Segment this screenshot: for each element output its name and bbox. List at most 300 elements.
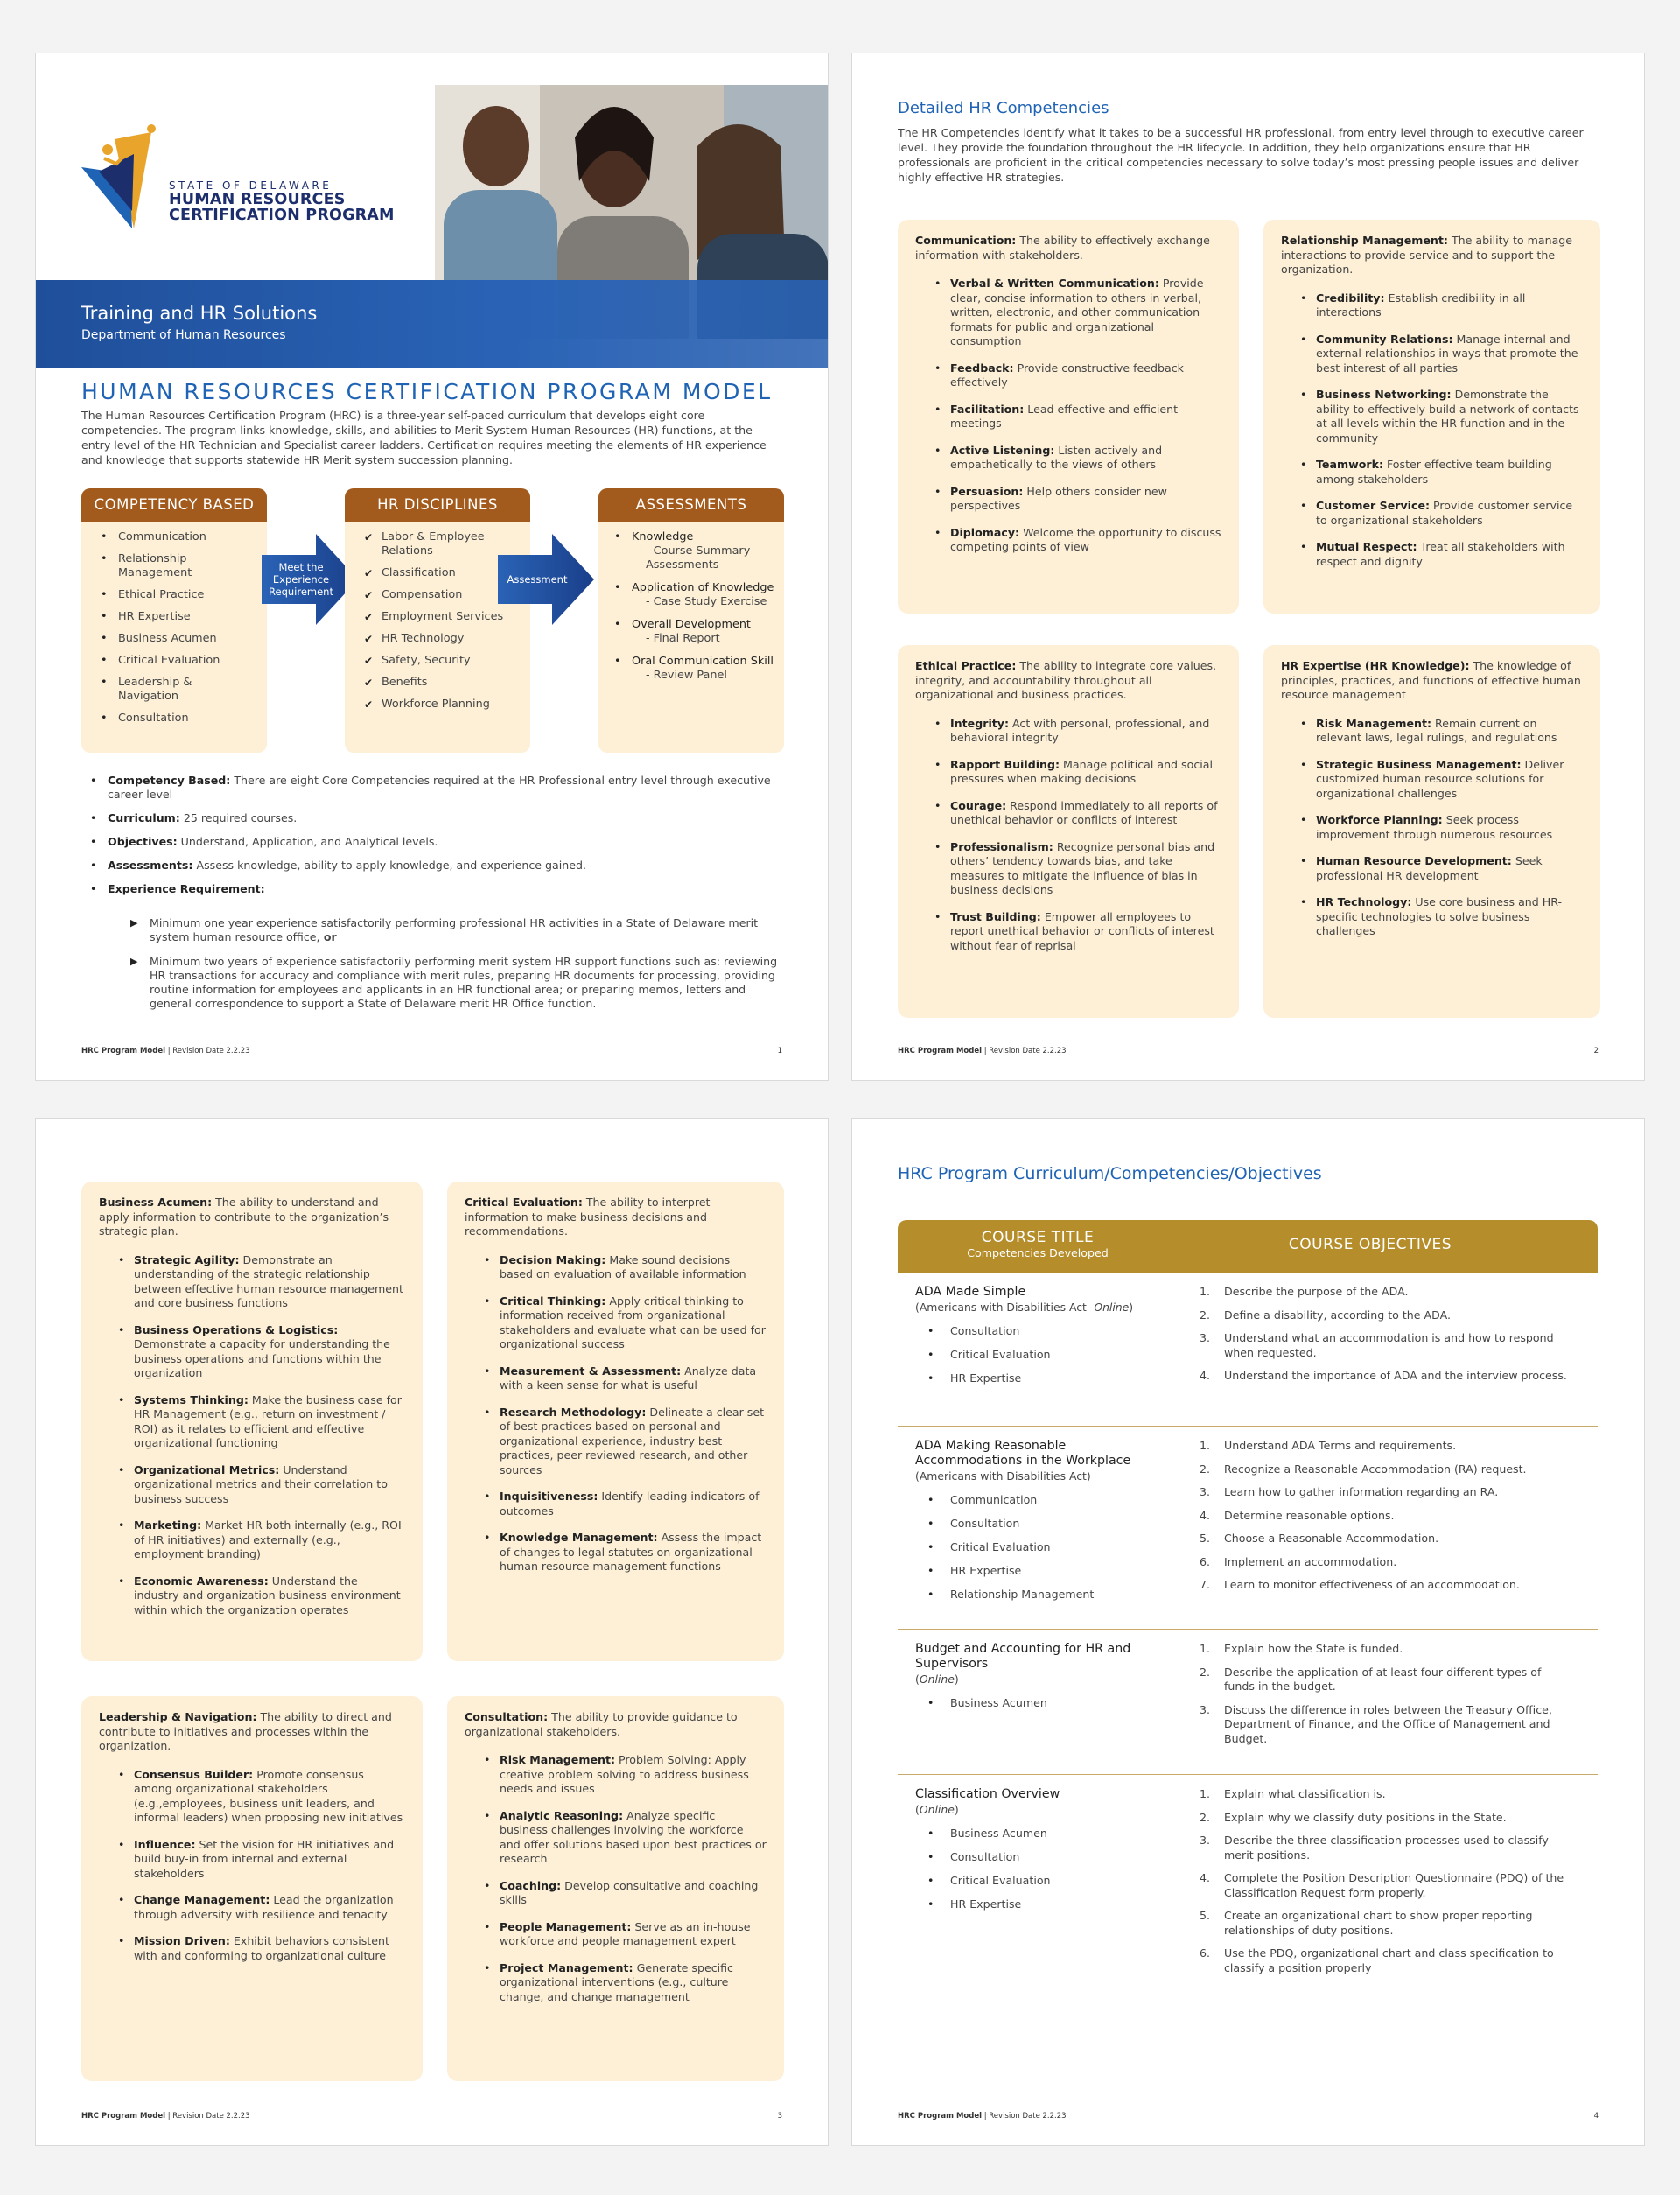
item-text: Analyze data with a keen sense for what is useful [500, 1364, 757, 1392]
competency-card [898, 220, 1239, 614]
list-item [1200, 1439, 1567, 1454]
item-text: Understand organizational metrics and their correlation to business success [134, 1462, 388, 1505]
item-label: Risk Management: [1316, 716, 1432, 730]
list-item [90, 774, 781, 802]
objective-number: 2. [1200, 1462, 1211, 1476]
competency-card [1264, 220, 1600, 614]
objective-number: 2. [1200, 1665, 1211, 1679]
item-label: Mutual Respect: [1316, 540, 1418, 553]
footer-date: | Revision Date 2.2.23 [165, 2112, 250, 2121]
competency-description: The ability to understand and apply information to contribute to the organization’s strategic plan. [99, 1196, 389, 1238]
item-label: Marketing: [134, 1518, 202, 1532]
competency-description: The ability to integrate core values, integrity, and accountability throughout all organizational and business practices. [915, 659, 1217, 701]
item-text: Empower all employees to report unethical behavior or conflicts of interest without fear of reprisal [950, 909, 1214, 952]
page-number: 1 [777, 1047, 782, 1055]
list-item [934, 840, 1222, 898]
list-item: • Business Acumen [101, 632, 255, 646]
item-text: Provide constructive feedback effectively [950, 361, 1184, 389]
course-delivery: Online [1094, 1301, 1130, 1314]
list-item [1200, 1308, 1567, 1323]
list-item [90, 811, 781, 825]
card-heading [915, 234, 1222, 263]
item-label: Systems Thinking: [134, 1392, 248, 1406]
list-item: ✔ Labor & Employee Relations [364, 530, 518, 558]
list-item [118, 1838, 405, 1882]
objective-number: 2. [1200, 1810, 1211, 1824]
footer-date: | Revision Date 2.2.23 [165, 1047, 250, 1055]
arrow-experience [262, 534, 358, 625]
objective-text: Discuss the difference in roles between the Treasury Office, Department of Finance, and the Office of Management and Budget. [1224, 1702, 1552, 1745]
item-text: Exhibit behaviors consistent with and conforming to organizational culture [134, 1934, 389, 1962]
list-item [1200, 1703, 1567, 1747]
list-item [130, 955, 787, 1011]
bullet-text: There are eight Core Competencies required at the HR Professional entry level through executive career level [108, 774, 771, 801]
item-text: Promote consensus among organizational stakeholders (e.g.,employees, business unit leaders, and informal leaders) when proposing new initiatives [134, 1767, 403, 1824]
objective-number: 4. [1200, 1871, 1211, 1884]
course-subtitle [915, 1802, 1152, 1817]
list-item [1200, 1811, 1567, 1826]
competency-list [81, 522, 267, 726]
course-sub-text: (Americans with Disabilities Act) [915, 1469, 1091, 1483]
assessment-label: Application of Knowledge [632, 581, 774, 594]
list-item [1200, 1642, 1567, 1657]
item-label: Risk Management: [500, 1753, 616, 1766]
experience-options [130, 916, 787, 1021]
competencies-developed [915, 1826, 1152, 1911]
page-number: 2 [1593, 1047, 1599, 1055]
course-info [915, 1787, 1152, 1920]
item-text: Seek professional HR development [1316, 854, 1543, 882]
competency-card [447, 1182, 784, 1661]
competencies-developed [915, 1323, 1152, 1385]
competency-card [447, 1696, 784, 2081]
course-subtitle [915, 1300, 1152, 1315]
list-item: ✔ Employment Services [364, 610, 518, 624]
item-text: Listen actively and empathetically to the views of others [950, 443, 1163, 471]
item-text: Respond immediately to all reports of unethical behavior or conflicts of interest [950, 798, 1218, 826]
objective-number: 3. [1200, 1331, 1211, 1344]
intro-paragraph: The Human Resources Certification Program (HRC) is a three-year self-paced curriculum that develops eight core competencies. The program links knowledge, skills, and abilities to Merit System Human Resources (HR) functions, at the entry level of the HR Technician and Specialist career ladders. Certification requires meeting the elements of HR experience and knowledge that supports statewide HR Merit system succession planning. [81, 409, 766, 466]
objective-number: 5. [1200, 1909, 1211, 1922]
item-text: Act with personal, professional, and behavioral integrity [950, 716, 1210, 744]
competency-items [465, 1253, 766, 1574]
page-number: 3 [777, 2112, 782, 2121]
item-label: Active Listening: [950, 443, 1055, 457]
competencies-developed [915, 1695, 1152, 1710]
course-row [898, 1427, 1598, 1630]
course-sub-tail: ) [1129, 1301, 1134, 1314]
assessment-label: Overall Development [632, 618, 751, 631]
list-item [1300, 717, 1583, 746]
item-label: Professionalism: [950, 839, 1054, 853]
item-label: Trust Building: [950, 909, 1041, 923]
item-label: Consensus Builder: [134, 1767, 254, 1781]
course-sub-tail: ) [954, 1673, 959, 1686]
competency-card [898, 645, 1239, 1018]
item-text: Demonstrate a capacity for understanding the business operations and functions within the organization [134, 1337, 390, 1379]
list-item [1300, 291, 1583, 320]
option-text: Minimum one year experience satisfactorily performing professional HR activities in a State of Delaware merit system human resource office, [150, 916, 759, 943]
list-item [90, 835, 781, 849]
item-text: Deliver customized human resource solutions for organizational challenges [1316, 757, 1564, 800]
table-header [898, 1220, 1598, 1273]
list-item [1200, 1666, 1567, 1694]
list-item [934, 403, 1222, 431]
competency-card [81, 1696, 423, 2081]
assessment-label: Knowledge [632, 530, 694, 543]
list-item: • Communication [101, 530, 255, 544]
arrow-assessment [498, 534, 594, 625]
list-item: • Ethical Practice [101, 588, 255, 602]
list-item [1300, 388, 1583, 445]
item-label: Strategic Business Management: [1316, 757, 1522, 771]
objective-number: 6. [1200, 1946, 1211, 1960]
competency-items [915, 277, 1222, 555]
bullet-label: Objectives: [108, 835, 178, 848]
list-item [118, 1323, 405, 1381]
item-label: Economic Awareness: [134, 1574, 269, 1588]
list-item [1200, 1462, 1567, 1477]
bullet-label: Curriculum: [108, 811, 180, 824]
list-item [484, 1406, 766, 1478]
page-title: HUMAN RESOURCES CERTIFICATION PROGRAM MODEL [81, 379, 773, 404]
list-item: • Relationship Management [928, 1587, 1152, 1602]
item-label: Credibility: [1316, 291, 1385, 305]
objective-number: 4. [1200, 1508, 1211, 1522]
competency-description: The ability to provide guidance to organizational stakeholders. [465, 1710, 738, 1738]
item-label: Knowledge Management: [500, 1531, 658, 1544]
page-3 [35, 1118, 829, 2146]
list-item [1200, 1787, 1567, 1802]
course-row [898, 1775, 1598, 1994]
list-item [1200, 1285, 1567, 1300]
bullet-label: Assessments: [108, 859, 193, 872]
list-item [1300, 854, 1583, 883]
item-text: Delineate a clear set of best practices based on personal and organizational experience, industry best practices, peer reviewed research, and other sources [500, 1405, 765, 1476]
list-item: ✔ Benefits [364, 676, 518, 690]
competency-description: The ability to manage interactions to provide service and to support the organization. [1281, 234, 1573, 276]
list-item [1200, 1871, 1567, 1900]
list-item [118, 1934, 405, 1963]
list-item: ✔ Workforce Planning [364, 698, 518, 712]
bullet-label: Experience Requirement: [108, 882, 265, 895]
footer-date: | Revision Date 2.2.23 [982, 1047, 1067, 1055]
item-text: Identify leading indicators of outcomes [500, 1490, 760, 1518]
objective-text: Define a disability, according to the ADA. [1224, 1308, 1451, 1322]
item-label: Measurement & Assessment: [500, 1364, 682, 1378]
band-subtitle: Department of Human Resources [81, 328, 286, 342]
assessment-sub: - Review Panel [646, 669, 727, 682]
objective-text: Explain what classification is. [1224, 1787, 1386, 1800]
list-item: • Communication [928, 1492, 1152, 1507]
list-item [1300, 895, 1583, 939]
list-item: ✔ Compensation [364, 588, 518, 602]
list-item: • Critical Evaluation [928, 1873, 1152, 1888]
list-item [90, 882, 781, 896]
item-text: Treat all stakeholders with respect and dignity [1316, 540, 1565, 568]
item-label: Analytic Reasoning: [500, 1808, 624, 1822]
course-info [915, 1642, 1152, 1719]
list-item: • Business Acumen [928, 1695, 1152, 1710]
intro-paragraph: The HR Competencies identify what it takes to be a successful HR professional, from entry level through to executive career level. They provide the foundation throughout the HR lifecycle. In addition, they help organizations ensure that HR professionals are proficient in the critical competencies necessary to solve today’s most pressing people issues and deliver highly effective HR strategies. [898, 126, 1584, 184]
list-item [614, 618, 775, 646]
item-label: Business Networking: [1316, 388, 1452, 401]
objective-text: Complete the Position Description Questionnaire (PDQ) of the Classification Request form properly. [1224, 1871, 1564, 1899]
page-1 [35, 53, 829, 1081]
objective-number: 4. [1200, 1369, 1211, 1382]
list-item [614, 655, 775, 683]
item-text: Set the vision for HR initiatives and build buy-in from internal and external stakeholders [134, 1837, 395, 1880]
competencies-developed [915, 1492, 1152, 1602]
list-item: • Critical Evaluation [101, 654, 255, 668]
page-footer [898, 2112, 1599, 2121]
course-objectives [1200, 1439, 1567, 1602]
course-sub-text: ( [915, 1803, 920, 1816]
program-logo [81, 123, 396, 228]
item-text: Make the business case for HR Management (e.g., return on investment / ROI) as it relates to efficient and effective organizational functioning [134, 1392, 402, 1449]
page-footer [81, 1047, 782, 1055]
competency-title: Communication: [915, 234, 1017, 247]
objective-text: Learn to monitor effectiveness of an accommodation. [1224, 1578, 1520, 1591]
competency-title: Leadership & Navigation: [99, 1710, 257, 1723]
competency-description: The ability to interpret information to make business decisions and recommendations. [465, 1196, 710, 1238]
list-item [484, 1253, 766, 1282]
item-label: Business Operations & Logistics: [134, 1322, 339, 1336]
item-text: Welcome the opportunity to discuss competing points of view [950, 525, 1222, 553]
list-item [1200, 1331, 1567, 1360]
objective-text: Understand what an accommodation is and how to respond when requested. [1224, 1331, 1554, 1359]
course-info [915, 1439, 1152, 1610]
item-label: HR Technology: [1316, 895, 1412, 908]
objective-number: 6. [1200, 1554, 1211, 1568]
item-text: Develop consultative and coaching skills [500, 1878, 759, 1906]
item-label: Diplomacy: [950, 525, 1020, 539]
competency-card [81, 1182, 423, 1661]
hero [36, 53, 829, 368]
item-text: Foster effective team building among stakeholders [1316, 458, 1552, 486]
assessments-list [598, 522, 784, 683]
competency-based-box [81, 488, 267, 753]
item-label: Inquisitiveness: [500, 1490, 598, 1503]
objective-text: Explain why we classify duty positions in the State. [1224, 1810, 1507, 1824]
logo-state: STATE OF DELAWARE [169, 179, 332, 192]
item-label: Human Resource Development: [1316, 854, 1512, 867]
column-title: COURSE OBJECTIVES [1288, 1236, 1452, 1253]
objective-text: Explain how the State is funded. [1224, 1642, 1404, 1655]
objective-text: Use the PDQ, organizational chart and class specification to classify a position properly [1224, 1946, 1554, 1974]
bullet-text: Understand, Application, and Analytical levels. [177, 835, 438, 848]
item-label: Community Relations: [1316, 332, 1453, 346]
option-tail: or [319, 930, 337, 943]
list-item [934, 910, 1222, 954]
objective-text: Recognize a Reasonable Accommodation (RA) request. [1224, 1462, 1527, 1476]
list-item [484, 1809, 766, 1867]
card-heading [1281, 659, 1583, 703]
list-item: • HR Expertise [928, 1371, 1152, 1385]
competency-title: Relationship Management: [1281, 234, 1448, 247]
item-label: Change Management: [134, 1893, 270, 1906]
section-heading: HRC Program Curriculum/Competencies/Objectives [898, 1164, 1322, 1183]
list-item [118, 1393, 405, 1451]
page-2 [851, 53, 1645, 1081]
course-title: ADA Making Reasonable Accommodations in the Workplace [915, 1439, 1131, 1468]
competency-title: Critical Evaluation: [465, 1196, 583, 1209]
item-text: Provide clear, concise information to others in verbal, written, electronic, and other communication formats for public and organizational consumption [950, 277, 1204, 347]
item-label: Decision Making: [500, 1252, 606, 1266]
item-text: Assess the impact of changes to legal statutes on organizational human resource management functions [500, 1531, 762, 1573]
item-text: Lead effective and efficient meetings [950, 402, 1179, 430]
course-delivery: Online [919, 1803, 955, 1816]
competency-items [99, 1768, 405, 1964]
course-row [898, 1273, 1598, 1427]
list-item [484, 1879, 766, 1908]
card-heading [99, 1196, 405, 1239]
competency-items [1281, 291, 1583, 570]
card-heading [465, 1710, 766, 1739]
list-item [1300, 333, 1583, 376]
item-label: Critical Thinking: [500, 1294, 606, 1308]
list-item [1200, 1834, 1567, 1862]
list-item [1200, 1485, 1567, 1500]
logo-line2: HUMAN RESOURCES [169, 191, 346, 208]
list-item [614, 530, 775, 572]
item-text: Manage internal and external relationships in ways that promote the best interest of all parties [1316, 332, 1578, 375]
delaware-logo-mark [81, 123, 169, 228]
item-text: Understand the industry and organization business environment within which the organization operates [134, 1574, 401, 1616]
competency-items [465, 1753, 766, 2004]
list-item [934, 277, 1222, 349]
footer-title: HRC Program Model [898, 1047, 983, 1055]
item-text: Establish credibility in all interactions [1316, 291, 1526, 319]
item-text: Use core business and HR-specific technologies to solve business challenges [1316, 895, 1563, 937]
item-text: Market HR both internally (e.g., ROI of HR initiatives) and externally (e.g., employment branding) [134, 1518, 402, 1560]
course-objectives [1200, 1642, 1567, 1755]
competency-description: The ability to effectively exchange information with stakeholders. [915, 234, 1210, 262]
objective-number: 7. [1200, 1578, 1211, 1591]
program-bullets [90, 774, 781, 906]
course-subtitle [915, 1469, 1152, 1483]
assessments-box [598, 488, 784, 753]
objective-text: Implement an accommodation. [1224, 1554, 1397, 1568]
list-item: • Critical Evaluation [928, 1539, 1152, 1554]
item-text: Problem Solving: Apply creative problem solving to address business needs and issues [500, 1753, 749, 1795]
list-item [1300, 540, 1583, 569]
list-item [1200, 1909, 1567, 1938]
competency-items [1281, 717, 1583, 939]
footer-title: HRC Program Model [81, 1047, 166, 1055]
item-text: Demonstrate an understanding of the strategic relationship between effective human resource management and core business functions [134, 1252, 403, 1309]
objective-number: 1. [1200, 1787, 1211, 1800]
assessments-header: ASSESSMENTS [598, 488, 784, 522]
bullet-text: 25 required courses. [179, 811, 298, 824]
list-item [118, 1463, 405, 1507]
objective-text: Determine reasonable options. [1224, 1508, 1395, 1522]
footer-title: HRC Program Model [81, 2112, 166, 2121]
list-item [1200, 1578, 1567, 1593]
list-item [130, 916, 787, 944]
list-item [90, 859, 781, 873]
objective-text: Learn how to gather information regarding an RA. [1224, 1485, 1499, 1498]
list-item [934, 799, 1222, 828]
list-item: • Relationship Management [101, 552, 255, 580]
logo-line3: CERTIFICATION PROGRAM [169, 207, 395, 224]
column-subtitle: Competencies Developed [967, 1246, 1109, 1259]
item-label: Influence: [134, 1837, 196, 1851]
list-item [934, 444, 1222, 473]
list-item [934, 485, 1222, 514]
list-item [484, 1364, 766, 1393]
objective-text: Describe the three classification processes used to classify merit positions. [1224, 1834, 1549, 1862]
item-label: Persuasion: [950, 484, 1024, 498]
item-label: Coaching: [500, 1878, 562, 1892]
item-text: Generate specific organizational interventions (e.g., culture change, and change management [500, 1960, 733, 2003]
competency-title: Business Acumen: [99, 1196, 213, 1209]
list-item: • HR Expertise [928, 1897, 1152, 1911]
item-label: Strategic Agility: [134, 1252, 240, 1266]
item-text: Seek process improvement through numerous resources [1316, 813, 1553, 841]
list-item [484, 1294, 766, 1352]
item-text: Make sound decisions based on evaluation of available information [500, 1252, 746, 1280]
competency-description: The ability to direct and contribute to initiatives and processes within the organization. [99, 1710, 392, 1752]
page-4 [851, 1118, 1645, 2146]
bullet-label: Competency Based: [108, 774, 231, 787]
item-label: Project Management: [500, 1960, 634, 1974]
item-label: Rapport Building: [950, 757, 1060, 771]
course-row [898, 1630, 1598, 1775]
course-info [915, 1285, 1152, 1394]
card-heading [915, 659, 1222, 703]
objective-text: Describe the purpose of the ADA. [1224, 1285, 1409, 1298]
list-item [484, 1920, 766, 1949]
list-item: • Business Acumen [928, 1826, 1152, 1841]
list-item: • Consultation [928, 1516, 1152, 1531]
objective-number: 2. [1200, 1308, 1211, 1322]
course-title: Budget and Accounting for HR and Supervisors [915, 1642, 1131, 1671]
list-item: ✔ Safety, Security [364, 654, 518, 668]
objective-number: 3. [1200, 1834, 1211, 1847]
card-heading [465, 1196, 766, 1239]
competency-items [915, 717, 1222, 954]
competency-title: Ethical Practice: [915, 659, 1017, 672]
item-text: Provide customer service to organizational stakeholders [1316, 499, 1573, 527]
assessment-sub: - Final Report [646, 632, 720, 645]
objective-text: Choose a Reasonable Accommodation. [1224, 1532, 1439, 1545]
item-label: Feedback: [950, 361, 1014, 375]
objective-text: Understand ADA Terms and requirements. [1224, 1439, 1457, 1452]
list-item [484, 1961, 766, 2005]
objective-text: Describe the application of at least four different types of funds in the budget. [1224, 1665, 1542, 1693]
objective-number: 1. [1200, 1439, 1211, 1452]
item-label: Integrity: [950, 716, 1010, 730]
course-subtitle [915, 1672, 1152, 1687]
footer-date: | Revision Date 2.2.23 [982, 2112, 1067, 2121]
list-item [614, 581, 775, 609]
item-text: Recognize personal bias and others’ tendency towards bias, and take measures to mitigate the influence of bias in business decisions [950, 839, 1215, 896]
item-text: Help others consider new perspectives [950, 484, 1167, 512]
list-item: • HR Expertise [928, 1563, 1152, 1578]
list-item [118, 1518, 405, 1562]
page-footer [898, 1047, 1599, 1055]
arrow-assessment-label: Assessment [507, 573, 568, 586]
list-item: ✔ HR Technology [364, 632, 518, 646]
course-delivery: Online [919, 1673, 955, 1686]
list-item [1300, 499, 1583, 528]
item-text: Analyze specific business challenges involving the workforce and offer solutions based upon best practices or research [500, 1808, 766, 1865]
list-item: • Critical Evaluation [928, 1347, 1152, 1362]
list-item [118, 1574, 405, 1618]
assessment-label: Oral Communication Skill [632, 655, 774, 668]
item-text: Manage political and social pressures when making decisions [950, 757, 1213, 785]
